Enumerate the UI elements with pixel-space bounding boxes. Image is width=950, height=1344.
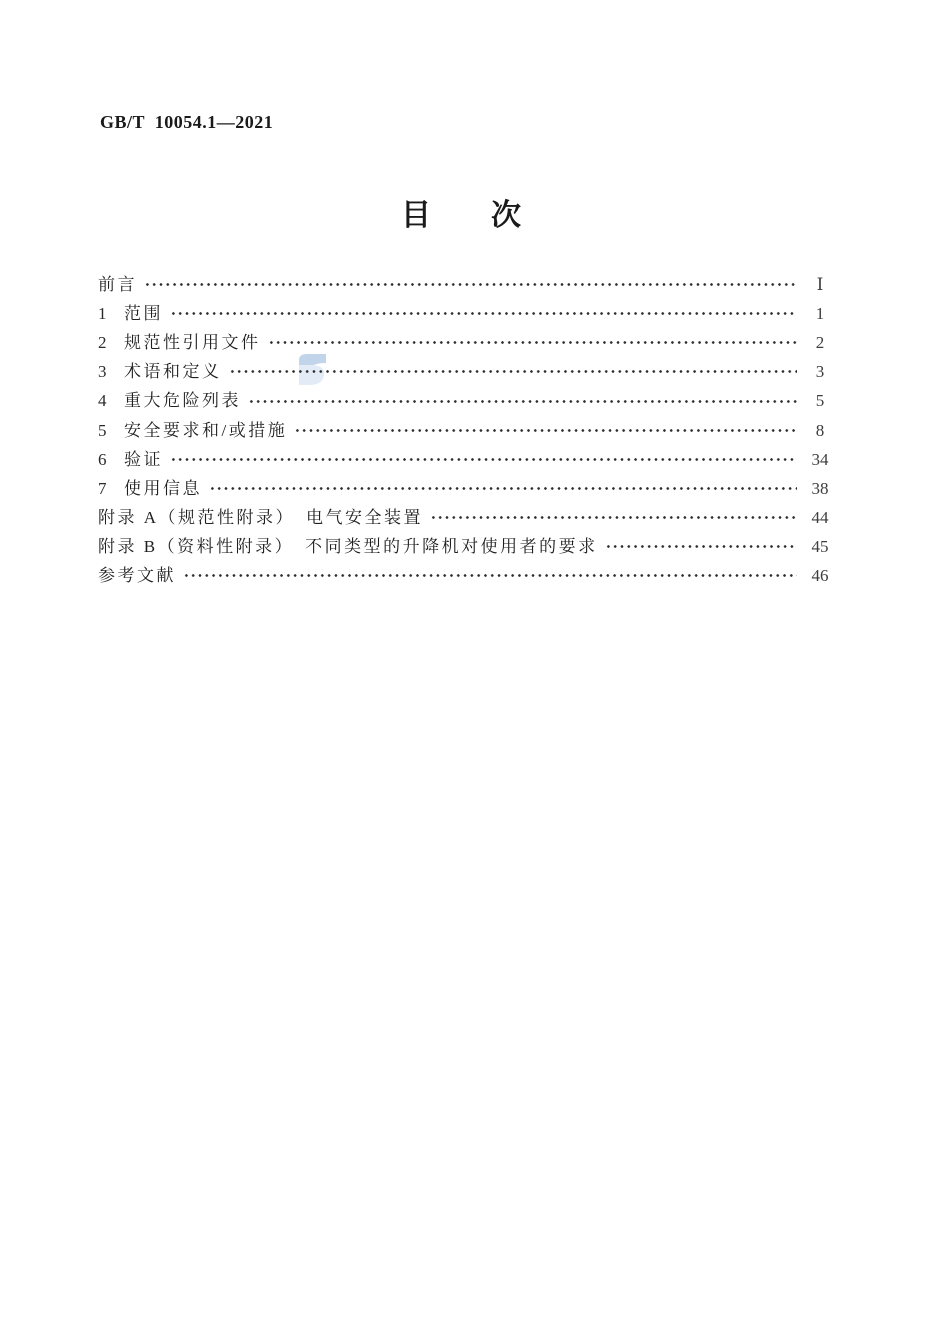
toc-entry-label: 参考文献	[98, 565, 176, 585]
dotted-leader	[183, 561, 797, 590]
toc-entry-label: 前言	[98, 275, 137, 295]
toc-entry-page: 8	[815, 420, 825, 440]
toc-entry	[98, 328, 838, 357]
toc-entry-number: 4	[98, 391, 107, 411]
dotted-leader	[170, 299, 797, 328]
toc-entry	[98, 532, 838, 561]
toc-entry-number: 6	[98, 449, 107, 469]
toc-entry-label: 术语和定义	[124, 362, 222, 382]
toc-entry-label: 规范性引用文件	[124, 333, 261, 353]
toc-entry	[98, 386, 838, 415]
dotted-leader	[248, 386, 797, 415]
toc-heading: 目 次	[401, 199, 521, 232]
toc-entry-page: 3	[815, 362, 825, 382]
dotted-leader	[144, 270, 797, 299]
standard-number: GB/T 10054.1—2021	[100, 112, 274, 132]
toc-entry-label: 验证	[124, 449, 163, 469]
toc-entry-page: 44	[811, 507, 829, 527]
dotted-leader	[430, 503, 797, 532]
toc-entry-page: 5	[815, 391, 825, 411]
toc-entry-number: 2	[98, 333, 107, 353]
toc-entry-page: 46	[811, 565, 829, 585]
toc-entry	[98, 445, 838, 474]
toc-entry	[98, 415, 838, 444]
toc-entry-number: 7	[98, 478, 107, 498]
toc-entry-label: 重大危险列表	[124, 391, 241, 411]
toc-entry-page: 45	[811, 536, 829, 556]
toc-entry	[98, 270, 838, 299]
toc-entry-label: 附录 A（规范性附录） 电气安全装置	[98, 507, 424, 527]
toc-entry	[98, 357, 838, 386]
dotted-leader	[294, 415, 797, 444]
dotted-leader	[229, 357, 798, 386]
toc-entry-page: 34	[811, 449, 829, 469]
toc-entry-label: 使用信息	[124, 478, 202, 498]
toc-entry-label: 范围	[124, 304, 163, 324]
toc-list	[98, 270, 838, 590]
toc-entry-page: Ⅰ	[816, 275, 824, 295]
toc-entry-page: 2	[815, 333, 825, 353]
dotted-leader	[605, 532, 797, 561]
toc-entry-label: 附录 B（资料性附录） 不同类型的升降机对使用者的要求	[98, 536, 598, 556]
toc-entry-number: 5	[98, 420, 107, 440]
toc-entry-label: 安全要求和/或措施	[124, 420, 288, 440]
toc-entry	[98, 299, 838, 328]
toc-entry-number: 3	[98, 362, 107, 382]
toc-entry	[98, 561, 838, 590]
dotted-leader	[268, 328, 798, 357]
toc-entry-page: 1	[815, 304, 825, 324]
toc-entry	[98, 474, 838, 503]
toc-entry-page: 38	[811, 478, 829, 498]
dotted-leader	[170, 445, 797, 474]
toc-entry	[98, 503, 838, 532]
dotted-leader	[209, 474, 797, 503]
toc-entry-number: 1	[98, 304, 107, 324]
